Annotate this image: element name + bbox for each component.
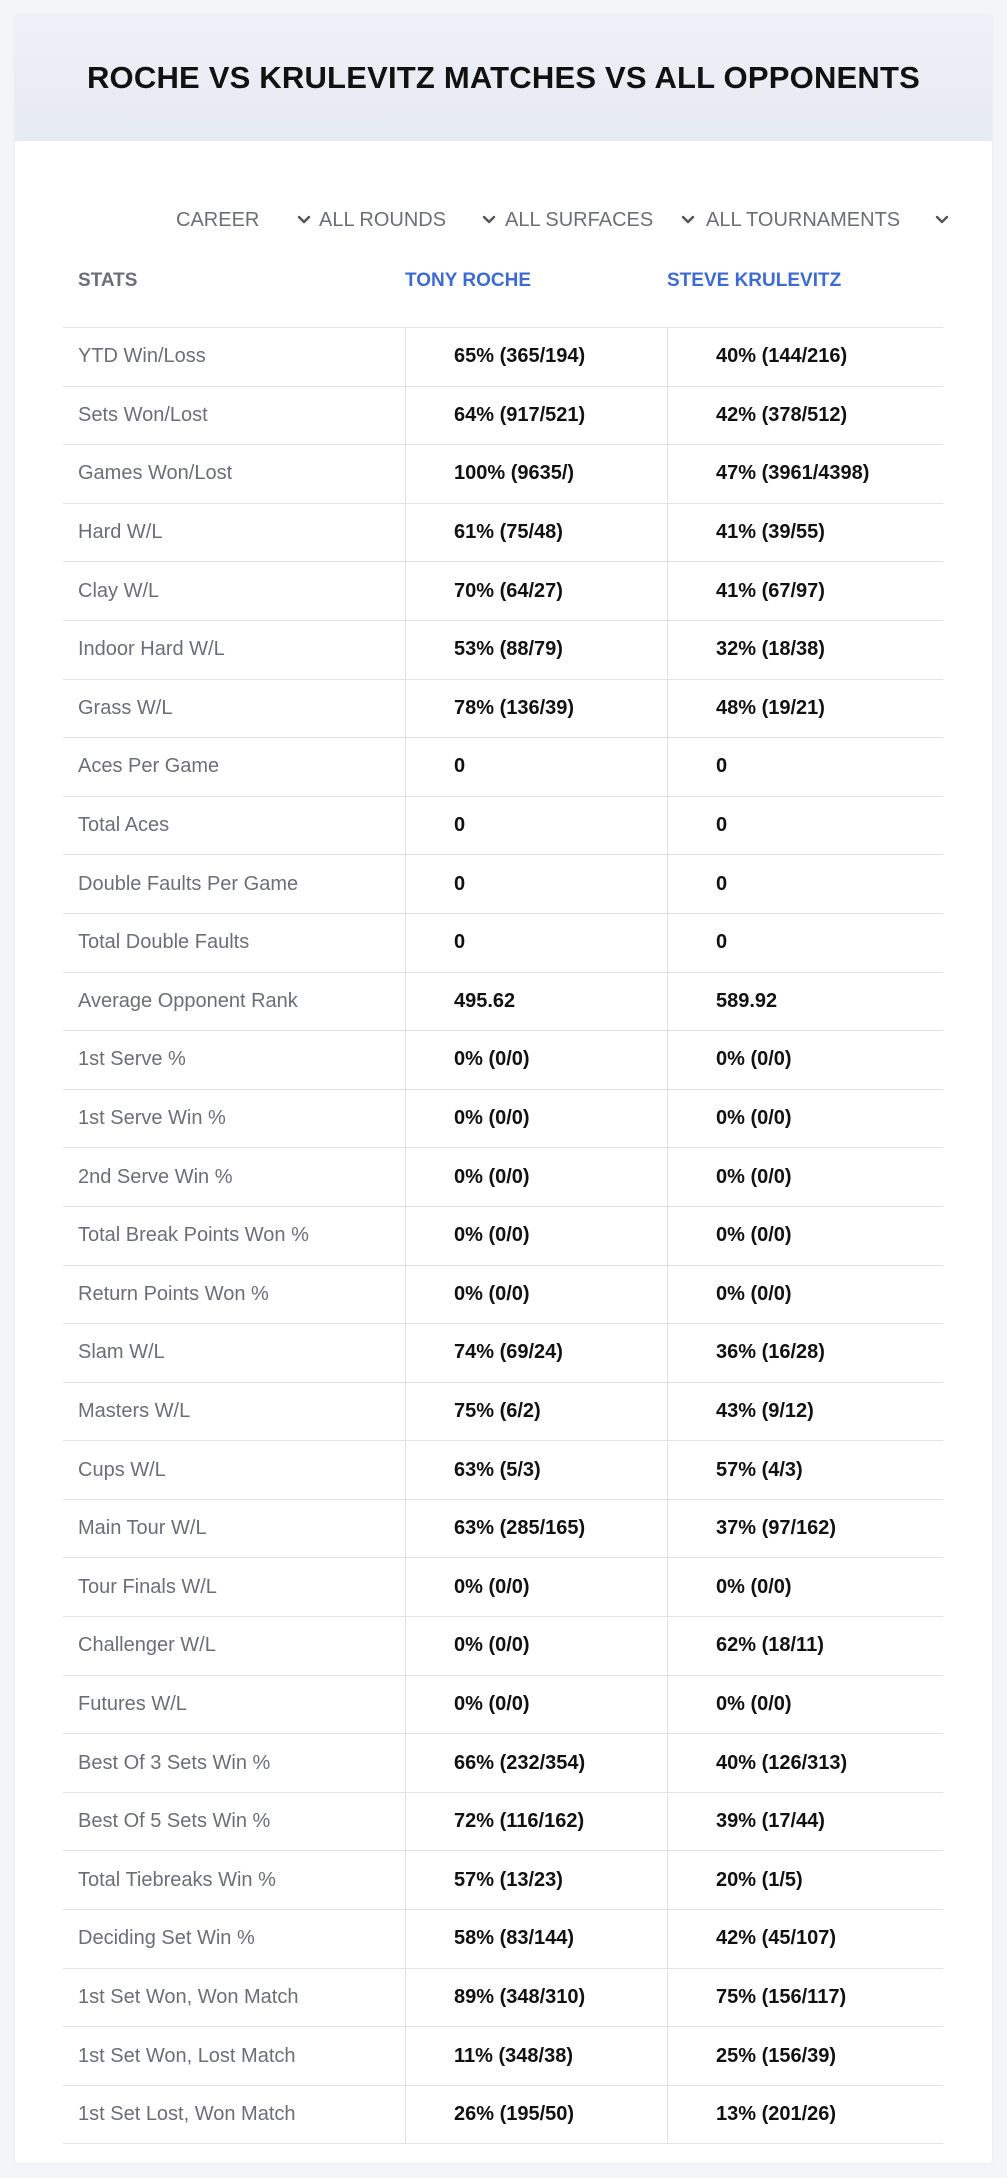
player1-value: 72% (116/162) [405,1793,667,1851]
stat-label: Return Points Won % [78,1282,269,1305]
player2-value: 0% (0/0) [667,1207,943,1265]
table-row [63,1441,943,1500]
stat-label: 1st Set Won, Won Match [78,1985,299,2008]
filter-bar [15,190,992,250]
player1-value: 58% (83/144) [405,1910,667,1968]
stat-label: 2nd Serve Win % [78,1165,233,1188]
table-row [63,504,943,563]
player1-value: 26% (195/50) [405,2086,667,2144]
player1-value: 61% (75/48) [405,504,667,562]
stat-label: Total Double Faults [78,931,250,954]
player2-value: 36% (16/28) [667,1324,943,1382]
stat-label: Grass W/L [78,696,173,719]
player1-value: 0% (0/0) [405,1207,667,1265]
player1-value: 53% (88/79) [405,621,667,679]
page-title: ROCHE VS KRULEVITZ MATCHES VS ALL OPPONENTS [86,60,921,95]
stat-label: Best Of 3 Sets Win % [78,1751,271,1774]
player1-link[interactable]: TONY ROCHE [405,270,531,291]
stat-label: Sets Won/Lost [78,403,208,426]
stat-label: Hard W/L [78,521,163,544]
player2-value: 0 [667,855,943,913]
stat-label: 1st Set Lost, Won Match [78,2103,296,2126]
player1-value: 11% (348/38) [405,2027,667,2085]
table-row [63,1793,943,1852]
stat-label: 1st Serve % [78,1048,186,1071]
stat-label: Cups W/L [78,1458,166,1481]
stat-label: Total Tiebreaks Win % [78,1868,276,1891]
player1-value: 63% (5/3) [405,1441,667,1499]
table-row [63,1148,943,1207]
stats-table [63,250,943,2144]
player1-value: 57% (13/23) [405,1851,667,1909]
table-row [63,1851,943,1910]
player1-value: 0% (0/0) [405,1266,667,1324]
stat-label: Total Aces [78,814,170,837]
table-row [63,1969,943,2028]
card-header [15,15,992,141]
table-row [63,328,943,387]
table-row [63,1500,943,1559]
player2-value: 41% (39/55) [667,504,943,562]
player2-value: 48% (19/21) [667,680,943,738]
player2-value: 0% (0/0) [667,1090,943,1148]
player2-value: 37% (97/162) [667,1500,943,1558]
player2-value: 42% (378/512) [667,387,943,445]
player1-value: 66% (232/354) [405,1734,667,1792]
player2-value: 57% (4/3) [667,1441,943,1499]
player1-value: 64% (917/521) [405,387,667,445]
stat-label: Main Tour W/L [78,1517,207,1540]
player1-value: 0 [405,738,667,796]
tournaments-select[interactable] [706,190,956,250]
player1-value: 0% (0/0) [405,1676,667,1734]
player2-value: 40% (144/216) [667,328,943,386]
player1-value: 0% (0/0) [405,1148,667,1206]
table-row [63,1558,943,1617]
chevron-down-icon [479,210,499,230]
table-row [63,914,943,973]
table-row [63,973,943,1032]
player1-value: 0 [405,797,667,855]
table-row [63,1734,943,1793]
table-row [63,1207,943,1266]
tournaments-select-label: ALL TOURNAMENTS [706,208,901,231]
player1-value: 100% (9635/) [405,445,667,503]
table-row [63,621,943,680]
rounds-select[interactable] [319,190,501,250]
stat-label: Futures W/L [78,1692,187,1715]
player2-value: 62% (18/11) [667,1617,943,1675]
player1-value: 63% (285/165) [405,1500,667,1558]
table-row [63,680,943,739]
player1-value: 74% (69/24) [405,1324,667,1382]
player1-value: 0 [405,855,667,913]
player2-value: 13% (201/26) [667,2086,943,2144]
player2-value: 0% (0/0) [667,1558,943,1616]
stat-label: Average Opponent Rank [78,989,298,1012]
player1-value: 0% (0/0) [405,1558,667,1616]
player2-value: 20% (1/5) [667,1851,943,1909]
stat-label: 1st Serve Win % [78,1107,226,1130]
table-row [63,2027,943,2086]
player1-value: 75% (6/2) [405,1383,667,1441]
player2-value: 43% (9/12) [667,1383,943,1441]
table-row [63,445,943,504]
table-row [63,1090,943,1149]
player2-value: 42% (45/107) [667,1910,943,1968]
table-row [63,1266,943,1325]
rounds-select-label: ALL ROUNDS [319,208,447,231]
player2-value: 32% (18/38) [667,621,943,679]
player1-value: 89% (348/310) [405,1969,667,2027]
player2-value: 41% (67/97) [667,562,943,620]
player2-value: 75% (156/117) [667,1969,943,2027]
stat-label: 1st Set Won, Lost Match [78,2044,296,2067]
player1-value: 0% (0/0) [405,1031,667,1089]
chevron-down-icon [678,210,698,230]
player1-value: 0 [405,914,667,972]
stat-label: Masters W/L [78,1399,191,1422]
stat-label: Double Faults Per Game [78,872,299,895]
chevron-down-icon [294,210,314,230]
player1-value: 78% (136/39) [405,680,667,738]
player2-value: 589.92 [667,973,943,1031]
table-row [63,562,943,621]
table-row [63,1617,943,1676]
player2-link[interactable]: STEVE KRULEVITZ [667,270,842,291]
stat-label: Challenger W/L [78,1634,216,1657]
table-row [63,738,943,797]
player2-value: 0% (0/0) [667,1031,943,1089]
player1-value: 0% (0/0) [405,1090,667,1148]
table-row [63,1910,943,1969]
table-row [63,855,943,914]
table-row [63,1383,943,1442]
player2-value: 0 [667,914,943,972]
player1-value: 65% (365/194) [405,328,667,386]
period-select[interactable] [176,190,314,250]
player2-value: 0% (0/0) [667,1148,943,1206]
table-body [63,328,943,2144]
stat-label: Total Break Points Won % [78,1224,309,1247]
player2-value: 0% (0/0) [667,1676,943,1734]
table-row [63,1676,943,1735]
player2-value: 47% (3961/4398) [667,445,943,503]
player2-value: 40% (126/313) [667,1734,943,1792]
player2-value: 0 [667,797,943,855]
player1-value: 70% (64/27) [405,562,667,620]
stat-label: Deciding Set Win % [78,1927,255,1950]
stat-label: Clay W/L [78,579,160,602]
player1-value: 495.62 [405,973,667,1031]
table-row [63,797,943,856]
table-header [63,250,943,328]
stat-label: Slam W/L [78,1341,165,1364]
chevron-down-icon [932,210,952,230]
stat-label: Indoor Hard W/L [78,638,225,661]
surfaces-select-label: ALL SURFACES [505,208,654,231]
period-select-label: CAREER [176,208,260,231]
table-row [63,2086,943,2145]
player2-value: 0% (0/0) [667,1266,943,1324]
table-row [63,1324,943,1383]
player2-value: 39% (17/44) [667,1793,943,1851]
table-row [63,1031,943,1090]
player1-value: 0% (0/0) [405,1617,667,1675]
stat-label: Best Of 5 Sets Win % [78,1810,271,1833]
player2-value: 0 [667,738,943,796]
table-row [63,387,943,446]
player2-value: 25% (156/39) [667,2027,943,2085]
stat-label: Games Won/Lost [78,462,233,485]
stats-column-header: STATS [78,270,138,291]
stat-label: Tour Finals W/L [78,1575,217,1598]
stat-label: YTD Win/Loss [78,345,206,368]
surfaces-select[interactable] [505,190,700,250]
stat-label: Aces Per Game [78,755,220,778]
stats-card [15,15,992,2163]
